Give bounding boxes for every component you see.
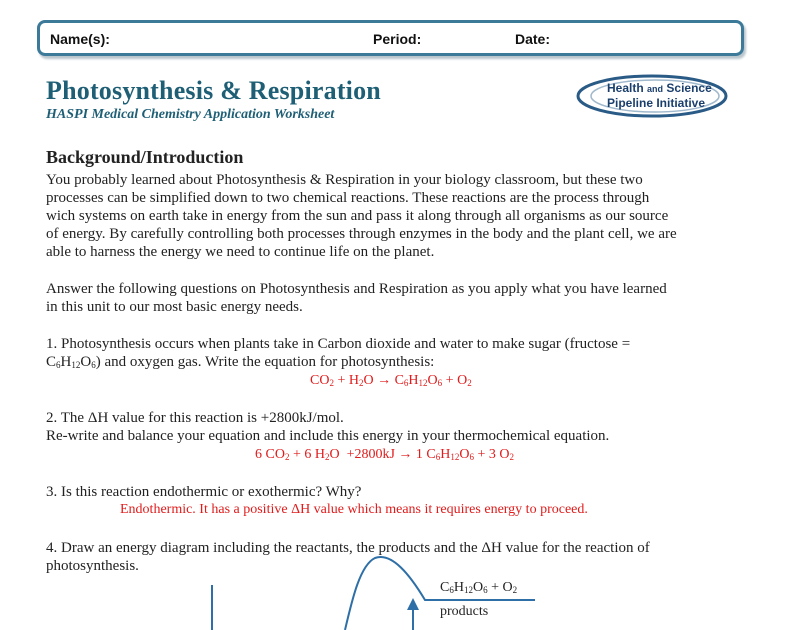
question-4: 4. Draw an energy diagram including the reactants, the products and the ΔH value for the reaction of photosynthesis.	[46, 540, 650, 574]
answer-3: Endothermic. It has a positive ΔH value which means it requires energy to proceed.	[120, 502, 588, 517]
delta-h-arrowhead	[407, 598, 419, 610]
products-label: products	[440, 604, 489, 619]
period-label: Period:	[373, 31, 422, 47]
answer-1: $CO_2 + H_2O \to C_6H_{12}O_6 + O_2$	[310, 373, 472, 388]
name-label: Name(s):	[50, 31, 110, 47]
instructions-paragraph: Answer the following questions on Photosynthesis and Respiration as you apply what you have learned in this unit to our most basic energy needs.	[46, 281, 667, 315]
answer-2: 6 $CO_2 + 6$ $H_2O +2800kJ \to 1$ $C_6H_{12}O_6 + 3$ $O_2$	[255, 447, 515, 462]
products-formula: $C_6H_{12}O_6 + O_2$	[440, 580, 518, 595]
question-3: 3. Is this reaction endothermic or exothermic? Why?	[46, 484, 362, 500]
logo-text: Health and Science Pipeline Initiative	[607, 81, 712, 110]
background-heading: Background/Introduction	[46, 147, 244, 167]
page-subtitle: HASPI Medical Chemistry Application Worksheet	[46, 107, 335, 122]
question-2: 2. The ΔH value for this reaction is +2800kJ/mol. Re-write and balance your equation and include this energy in your thermochemical equation.	[46, 410, 610, 444]
date-label: Date:	[515, 31, 551, 47]
question-1: 1. Photosynthesis occurs when plants take in Carbon dioxide and water to make sugar (fructose = $C_6H_{12}O_6$) and oxygen gas. Write the equation for photosynthesis:	[46, 336, 631, 370]
page-title: Photosynthesis & Respiration	[46, 76, 381, 105]
name-period-date-box	[37, 20, 744, 56]
background-paragraph: You probably learned about Photosynthesis & Respiration in your biology classroom, but these two processes can be simplified down to two chemical reactions. These reactions are the process through wich systems on earth take in energy from the sun and pass it along through all organisms as our source of energy. By carefully controlling both processes through enzymes in the body and the plant cell, we are able to harness the energy we need to continue life on the planet.	[46, 172, 677, 260]
